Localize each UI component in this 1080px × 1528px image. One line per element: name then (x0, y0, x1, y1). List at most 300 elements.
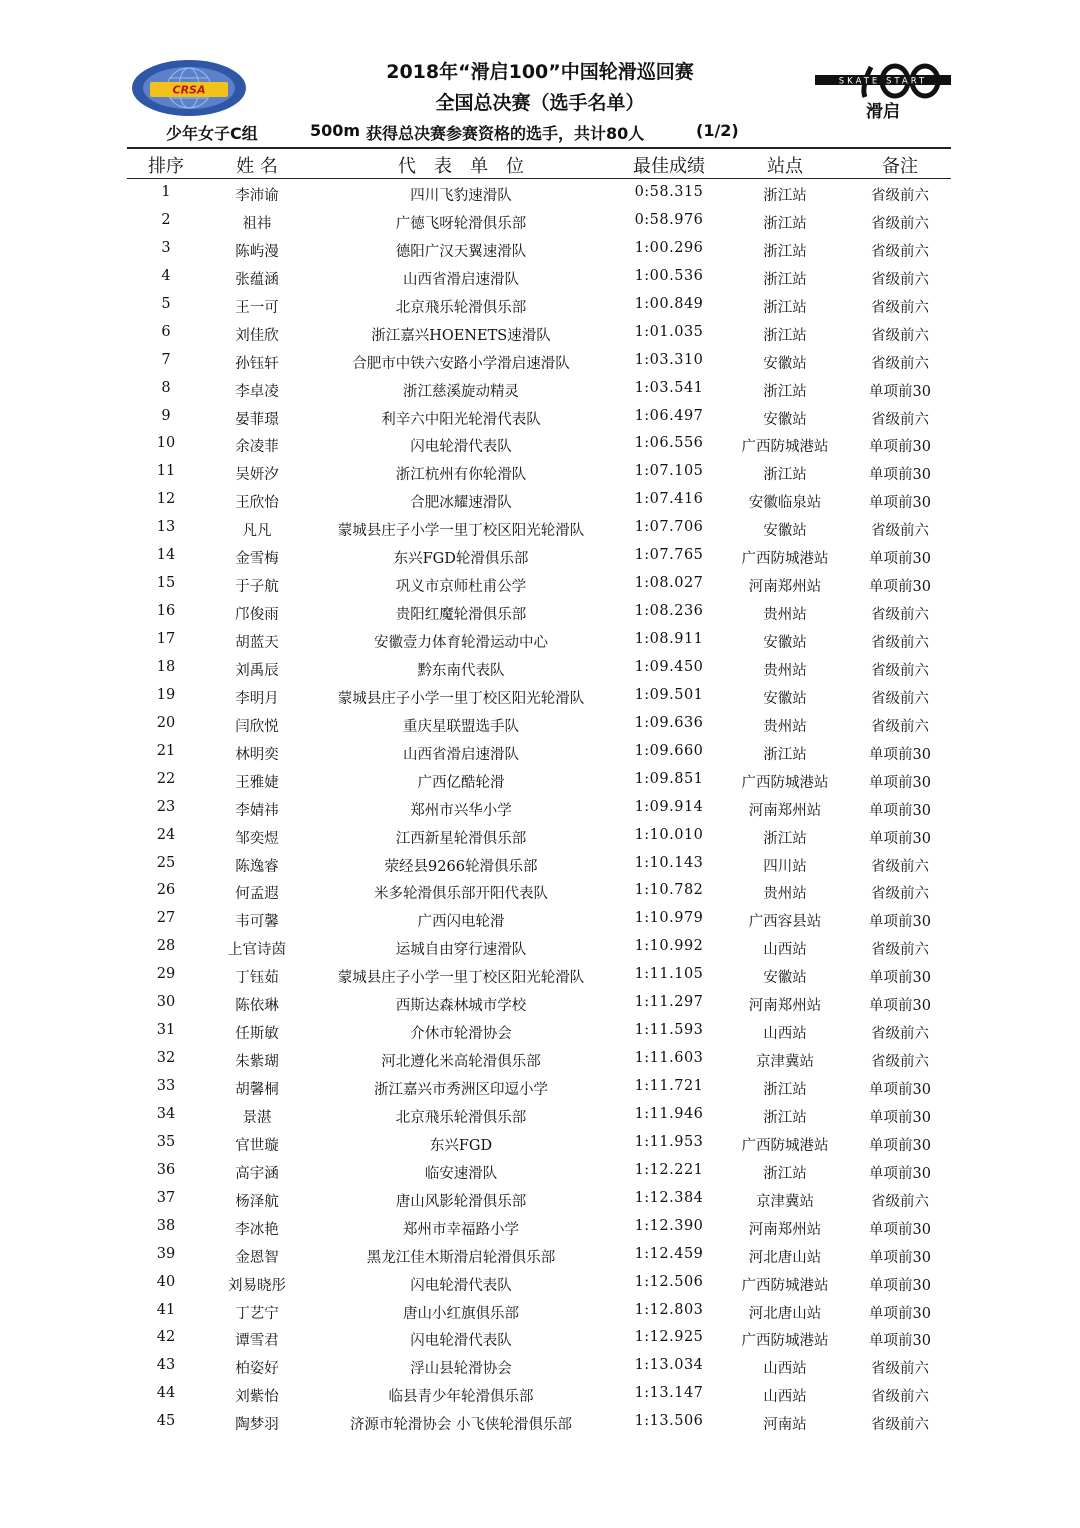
table-row (127, 515, 951, 543)
name-cell: 邝俊雨 (235, 607, 279, 624)
note-cell: 省级前六 (871, 1026, 929, 1043)
rank-cell: 5 (161, 295, 171, 312)
brand-logo-text: SKATE START (838, 76, 928, 87)
best-time-cell: 1:10.010 (634, 826, 704, 843)
rank-cell: 18 (156, 658, 176, 675)
table-row (127, 795, 951, 823)
table-row (127, 878, 951, 906)
team-cell: 巩义市京师杜甫公学 (395, 579, 527, 596)
rank-cell: 43 (156, 1357, 176, 1374)
event-label: 500m (310, 121, 361, 140)
table-row (127, 1298, 951, 1326)
rank-cell: 39 (156, 1245, 176, 1262)
site-cell: 安徽站 (763, 970, 807, 987)
site-cell: 安徽站 (763, 523, 807, 540)
best-time-cell: 1:11.953 (634, 1133, 704, 1150)
name-cell: 韦可馨 (235, 914, 279, 931)
site-cell: 广西防城港站 (741, 1137, 829, 1154)
table-row (127, 1186, 951, 1214)
best-time-cell: 0:58.315 (634, 184, 704, 200)
best-time-cell: 0:58.976 (634, 211, 704, 228)
best-time-cell: 1:12.925 (634, 1329, 704, 1346)
team-cell: 北京飛乐轮滑俱乐部 (395, 1109, 527, 1126)
team-cell: 东兴FGD (429, 1137, 493, 1154)
table-row (127, 767, 951, 795)
column-header-best-time: 最佳成绩 (633, 156, 705, 177)
table-row (127, 264, 951, 292)
name-cell: 李婧祎 (235, 802, 279, 819)
rank-cell: 35 (156, 1133, 176, 1150)
header-rule (127, 178, 951, 179)
rank-cell: 37 (156, 1189, 176, 1206)
name-cell: 陈逸睿 (235, 858, 279, 875)
note-cell: 单项前30 (869, 802, 931, 819)
rank-cell: 36 (156, 1161, 176, 1178)
name-cell: 胡馨桐 (235, 1082, 279, 1098)
rank-cell: 34 (156, 1105, 176, 1122)
note-cell: 单项前30 (869, 774, 931, 791)
rank-cell: 24 (156, 826, 176, 843)
best-time-cell: 1:09.851 (634, 770, 704, 787)
team-cell: 广德飞呀轮滑俱乐部 (395, 215, 527, 232)
column-header-note: 备注 (882, 156, 918, 177)
table-row (127, 655, 951, 683)
name-cell: 陈依琳 (235, 998, 279, 1015)
best-time-cell: 1:12.221 (634, 1161, 704, 1178)
site-cell: 四川站 (763, 858, 807, 875)
best-time-cell: 1:12.384 (634, 1189, 704, 1206)
rank-cell: 25 (156, 854, 176, 871)
best-time-cell: 1:10.979 (634, 910, 704, 927)
note-cell: 省级前六 (871, 858, 929, 875)
note-cell: 单项前30 (869, 1221, 931, 1238)
team-cell: 闪电轮滑代表队 (410, 439, 512, 456)
name-cell: 陶梦羽 (235, 1417, 279, 1434)
note-cell: 省级前六 (871, 942, 929, 959)
team-cell: 山西省滑启速滑队 (403, 271, 519, 288)
name-cell: 王雅婕 (235, 774, 279, 791)
note-cell: 省级前六 (871, 607, 929, 624)
team-cell: 东兴FGD轮滑俱乐部 (393, 551, 529, 568)
qualification-description: 获得总决赛参赛资格的选手，共计80人 (366, 124, 645, 143)
name-cell: 陈屿漫 (235, 243, 279, 260)
site-cell: 安徽站 (763, 635, 807, 651)
best-time-cell: 1:07.706 (634, 519, 704, 536)
best-time-cell: 1:11.593 (634, 1022, 704, 1039)
table-row (127, 1381, 951, 1409)
rank-cell: 21 (156, 742, 176, 759)
name-cell: 孙钰轩 (235, 355, 279, 372)
site-cell: 广西防城港站 (741, 1333, 829, 1350)
site-cell: 浙江站 (763, 299, 807, 316)
best-time-cell: 1:09.450 (634, 658, 704, 675)
note-cell: 省级前六 (871, 523, 929, 540)
table-row (127, 1353, 951, 1381)
table-row (127, 543, 951, 571)
best-time-cell: 1:03.310 (634, 351, 704, 368)
rank-cell: 26 (156, 882, 176, 899)
table-row (127, 292, 951, 320)
table-row (127, 348, 951, 376)
column-header-name: 姓 名 (236, 156, 278, 177)
site-cell: 浙江站 (763, 215, 807, 232)
note-cell: 省级前六 (871, 718, 929, 735)
note-cell: 单项前30 (869, 998, 931, 1015)
table-row (127, 1074, 951, 1102)
rank-cell: 30 (156, 994, 176, 1011)
name-cell: 吴妍汐 (235, 467, 279, 484)
team-cell: 运城自由穿行速滑队 (395, 942, 527, 959)
best-time-cell: 1:09.636 (634, 714, 704, 731)
best-time-cell: 1:13.147 (634, 1385, 704, 1402)
rank-cell: 17 (156, 631, 176, 647)
name-cell: 李明月 (235, 690, 279, 707)
team-cell: 郑州市兴华小学 (410, 802, 512, 819)
site-cell: 浙江站 (763, 1082, 807, 1098)
name-cell: 高宇涵 (235, 1165, 279, 1182)
note-cell: 单项前30 (869, 746, 931, 763)
name-cell: 朱紫瑚 (235, 1054, 279, 1071)
name-cell: 刘易晓彤 (228, 1277, 286, 1294)
table-row (127, 1409, 951, 1437)
logo-text: CRSA (172, 83, 206, 97)
note-cell: 省级前六 (871, 1193, 929, 1210)
team-cell: 浙江慈溪旋动精灵 (403, 383, 519, 400)
note-cell: 单项前30 (869, 970, 931, 987)
note-cell: 省级前六 (871, 188, 929, 204)
best-time-cell: 1:07.105 (634, 463, 704, 480)
name-cell: 刘紫怡 (235, 1389, 279, 1406)
column-header-rank: 排序 (148, 156, 184, 177)
rank-cell: 2 (161, 211, 171, 228)
table-row (127, 1130, 951, 1158)
note-cell: 单项前30 (869, 439, 931, 456)
site-cell: 贵州站 (763, 662, 807, 679)
name-cell: 闫欣悦 (235, 718, 279, 735)
note-cell: 单项前30 (869, 914, 931, 931)
document-subtitle: 全国总决赛（选手名单） (435, 92, 645, 114)
best-time-cell: 1:01.035 (634, 323, 704, 340)
rank-cell: 38 (156, 1217, 176, 1234)
team-cell: 河北遵化米高轮滑俱乐部 (381, 1054, 541, 1071)
rank-cell: 1 (161, 184, 171, 200)
table-row (127, 376, 951, 404)
best-time-cell: 1:07.416 (634, 491, 704, 508)
note-cell: 省级前六 (871, 1417, 929, 1434)
note-cell: 单项前30 (869, 830, 931, 847)
name-cell: 晏菲璟 (235, 411, 279, 428)
team-cell: 浙江嘉兴市秀洲区印逗小学 (374, 1082, 548, 1098)
table-row (127, 404, 951, 432)
rank-cell: 13 (156, 519, 176, 536)
site-cell: 广西防城港站 (741, 439, 829, 456)
team-cell: 蒙城县庄子小学一里丁校区阳光轮滑队 (337, 970, 585, 987)
site-cell: 河南郑州站 (748, 1221, 822, 1238)
site-cell: 浙江站 (763, 746, 807, 763)
best-time-cell: 1:00.296 (634, 239, 704, 256)
rank-cell: 9 (161, 407, 171, 424)
rank-cell: 32 (156, 1050, 176, 1067)
note-cell: 单项前30 (869, 1249, 931, 1266)
table-row (127, 1102, 951, 1130)
team-cell: 江西新星轮滑俱乐部 (395, 830, 527, 847)
team-cell: 唐山小红旗俱乐部 (403, 1305, 519, 1322)
site-cell: 山西站 (763, 1361, 807, 1378)
name-cell: 王欣怡 (235, 495, 279, 512)
team-cell: 安徽壹力体育轮滑运动中心 (374, 635, 548, 651)
note-cell: 省级前六 (871, 355, 929, 372)
name-cell: 金雪梅 (235, 551, 279, 568)
site-cell: 安徽站 (763, 355, 807, 372)
site-cell: 河北唐山站 (748, 1249, 822, 1266)
site-cell: 贵州站 (763, 886, 807, 903)
rank-cell: 14 (156, 547, 176, 564)
team-cell: 北京飛乐轮滑俱乐部 (395, 299, 527, 316)
table-row (127, 1158, 951, 1186)
site-cell: 山西站 (763, 1389, 807, 1406)
rank-cell: 41 (156, 1301, 176, 1318)
note-cell: 省级前六 (871, 1389, 929, 1406)
note-cell: 省级前六 (871, 327, 929, 344)
document-title: 2018年“滑启100”中国轮滑巡回赛 (386, 61, 694, 83)
rank-cell: 15 (156, 575, 176, 592)
name-cell: 杨泽航 (235, 1193, 279, 1210)
table-row (127, 962, 951, 990)
table-row (127, 208, 951, 236)
note-cell: 单项前30 (869, 1137, 931, 1154)
rank-cell: 8 (161, 379, 171, 396)
team-cell: 西斯达森林城市学校 (395, 998, 527, 1015)
table-row (127, 320, 951, 348)
best-time-cell: 1:11.297 (634, 994, 704, 1011)
best-time-cell: 1:12.459 (634, 1245, 704, 1262)
rank-cell: 40 (156, 1273, 176, 1290)
site-cell: 广西防城港站 (741, 774, 829, 791)
table-body (127, 180, 951, 1437)
team-cell: 济源市轮滑协会 小飞侠轮滑俱乐部 (349, 1417, 573, 1434)
note-cell: 单项前30 (869, 1277, 931, 1294)
name-cell: 李沛谕 (235, 188, 279, 204)
table-row (127, 934, 951, 962)
rank-cell: 23 (156, 798, 176, 815)
note-cell: 单项前30 (869, 495, 931, 512)
table-row (127, 990, 951, 1018)
table-row (127, 1214, 951, 1242)
table-row (127, 627, 951, 655)
best-time-cell: 1:10.143 (634, 854, 704, 871)
name-cell: 上官诗茵 (228, 942, 286, 959)
note-cell: 省级前六 (871, 1361, 929, 1378)
name-cell: 王一可 (235, 299, 279, 316)
team-cell: 黑龙江佳木斯滑启轮滑俱乐部 (366, 1249, 556, 1266)
name-cell: 何孟遐 (235, 886, 279, 903)
note-cell: 单项前30 (869, 1333, 931, 1350)
best-time-cell: 1:08.027 (634, 575, 704, 592)
page-indicator: (1/2) (696, 121, 739, 140)
rank-cell: 22 (156, 770, 176, 787)
best-time-cell: 1:09.660 (634, 742, 704, 759)
site-cell: 山西站 (763, 1026, 807, 1043)
team-cell: 德阳广汉天翼速滑队 (395, 243, 527, 260)
team-cell: 浙江嘉兴HOENETS速滑队 (371, 327, 551, 344)
team-cell: 合肥冰耀速滑队 (410, 495, 512, 512)
name-cell: 林明奕 (235, 746, 279, 763)
name-cell: 祖祎 (242, 215, 272, 232)
note-cell: 省级前六 (871, 299, 929, 316)
site-cell: 河南郑州站 (748, 579, 822, 596)
table-row (127, 711, 951, 739)
site-cell: 安徽临泉站 (748, 495, 822, 512)
rank-cell: 4 (161, 267, 171, 284)
site-cell: 浙江站 (763, 830, 807, 847)
rank-cell: 28 (156, 938, 176, 955)
best-time-cell: 1:11.721 (634, 1078, 704, 1094)
table-row (127, 906, 951, 934)
rank-cell: 3 (161, 239, 171, 256)
note-cell: 省级前六 (871, 411, 929, 428)
name-cell: 胡蓝天 (235, 635, 279, 651)
best-time-cell: 1:08.911 (634, 631, 704, 647)
rank-cell: 27 (156, 910, 176, 927)
name-cell: 邹奕煜 (235, 830, 279, 847)
column-header-site: 站点 (767, 156, 803, 177)
rank-cell: 12 (156, 491, 176, 508)
note-cell: 省级前六 (871, 1054, 929, 1071)
best-time-cell: 1:12.803 (634, 1301, 704, 1318)
table-row (127, 823, 951, 851)
best-time-cell: 1:06.556 (634, 435, 704, 452)
name-cell: 刘佳欣 (235, 327, 279, 344)
team-cell: 浮山县轮滑协会 (410, 1361, 512, 1378)
site-cell: 广西容县站 (748, 914, 822, 931)
rank-cell: 33 (156, 1078, 176, 1094)
name-cell: 李卓凌 (235, 383, 279, 400)
table-row (127, 683, 951, 711)
team-cell: 广西亿酷轮滑 (417, 774, 505, 791)
site-cell: 广西防城港站 (741, 1277, 829, 1294)
rank-cell: 6 (161, 323, 171, 340)
site-cell: 贵州站 (763, 607, 807, 624)
name-cell: 丁钰茹 (235, 970, 279, 987)
best-time-cell: 1:11.603 (634, 1050, 704, 1067)
team-cell: 临县青少年轮滑俱乐部 (388, 1389, 534, 1406)
name-cell: 任斯敏 (235, 1026, 279, 1043)
site-cell: 浙江站 (763, 243, 807, 260)
name-cell: 李冰艳 (235, 1221, 279, 1238)
site-cell: 浙江站 (763, 1109, 807, 1126)
name-cell: 官世璇 (235, 1137, 279, 1154)
team-cell: 荥经县9266轮滑俱乐部 (384, 858, 538, 875)
note-cell: 省级前六 (871, 635, 929, 651)
table-row (127, 1325, 951, 1353)
rank-cell: 20 (156, 714, 176, 731)
site-cell: 京津冀站 (756, 1054, 814, 1071)
team-cell: 蒙城县庄子小学一里丁校区阳光轮滑队 (337, 690, 585, 707)
site-cell: 河南站 (763, 1417, 807, 1434)
rank-cell: 10 (156, 435, 176, 452)
site-cell: 浙江站 (763, 271, 807, 288)
note-cell: 单项前30 (869, 467, 931, 484)
best-time-cell: 1:00.849 (634, 295, 704, 312)
best-time-cell: 1:13.506 (634, 1413, 704, 1430)
name-cell: 谭雪君 (235, 1333, 279, 1350)
best-time-cell: 1:09.501 (634, 686, 704, 703)
note-cell: 单项前30 (869, 1305, 931, 1322)
rank-cell: 42 (156, 1329, 176, 1346)
team-cell: 米多轮滑俱乐部开阳代表队 (374, 886, 548, 903)
best-time-cell: 1:07.765 (634, 547, 704, 564)
rank-cell: 11 (156, 463, 176, 480)
team-cell: 唐山风影轮滑俱乐部 (395, 1193, 527, 1210)
best-time-cell: 1:08.236 (634, 603, 704, 620)
table-row (127, 236, 951, 264)
best-time-cell: 1:00.536 (634, 267, 704, 284)
table-row (127, 180, 951, 208)
name-cell: 张蕴涵 (235, 271, 279, 288)
table-row (127, 571, 951, 599)
best-time-cell: 1:10.782 (634, 882, 704, 899)
table-row (127, 431, 951, 459)
note-cell: 单项前30 (869, 383, 931, 400)
rank-cell: 29 (156, 966, 176, 983)
table-row (127, 1270, 951, 1298)
note-cell: 单项前30 (869, 579, 931, 596)
team-cell: 浙江杭州有你轮滑队 (395, 467, 527, 484)
note-cell: 单项前30 (869, 1165, 931, 1182)
site-cell: 浙江站 (763, 327, 807, 344)
site-cell: 山西站 (763, 942, 807, 959)
name-cell: 金恩智 (235, 1249, 279, 1266)
team-cell: 山西省滑启速滑队 (403, 746, 519, 763)
team-cell: 四川飞豹速滑队 (410, 188, 512, 204)
site-cell: 浙江站 (763, 1165, 807, 1182)
site-cell: 浙江站 (763, 467, 807, 484)
table-header (127, 150, 951, 177)
team-cell: 闪电轮滑代表队 (410, 1333, 512, 1350)
name-cell: 丁艺宁 (235, 1305, 279, 1322)
team-cell: 介休市轮滑协会 (410, 1026, 512, 1043)
brand-logo-cn: 滑启 (866, 102, 900, 122)
team-cell: 闪电轮滑代表队 (410, 1277, 512, 1294)
note-cell: 单项前30 (869, 1082, 931, 1098)
note-cell: 省级前六 (871, 271, 929, 288)
site-cell: 广西防城港站 (741, 551, 829, 568)
note-cell: 省级前六 (871, 690, 929, 707)
table-row (127, 459, 951, 487)
name-cell: 于子航 (235, 579, 279, 596)
site-cell: 安徽站 (763, 411, 807, 428)
rank-cell: 44 (156, 1385, 176, 1402)
table-row (127, 739, 951, 767)
site-cell: 浙江站 (763, 188, 807, 204)
rank-cell: 45 (156, 1413, 176, 1430)
name-cell: 柏姿好 (235, 1361, 279, 1378)
site-cell: 贵州站 (763, 718, 807, 735)
group-label: 少年女子C组 (166, 124, 258, 143)
rank-cell: 19 (156, 686, 176, 703)
best-time-cell: 1:10.992 (634, 938, 704, 955)
table-row (127, 851, 951, 879)
best-time-cell: 1:11.946 (634, 1105, 704, 1122)
rank-cell: 7 (161, 351, 171, 368)
rank-cell: 16 (156, 603, 176, 620)
table-row (127, 1046, 951, 1074)
team-cell: 郑州市幸福路小学 (403, 1221, 519, 1238)
site-cell: 河南郑州站 (748, 998, 822, 1015)
best-time-cell: 1:13.034 (634, 1357, 704, 1374)
team-cell: 黔东南代表队 (417, 662, 505, 679)
note-cell: 省级前六 (871, 662, 929, 679)
